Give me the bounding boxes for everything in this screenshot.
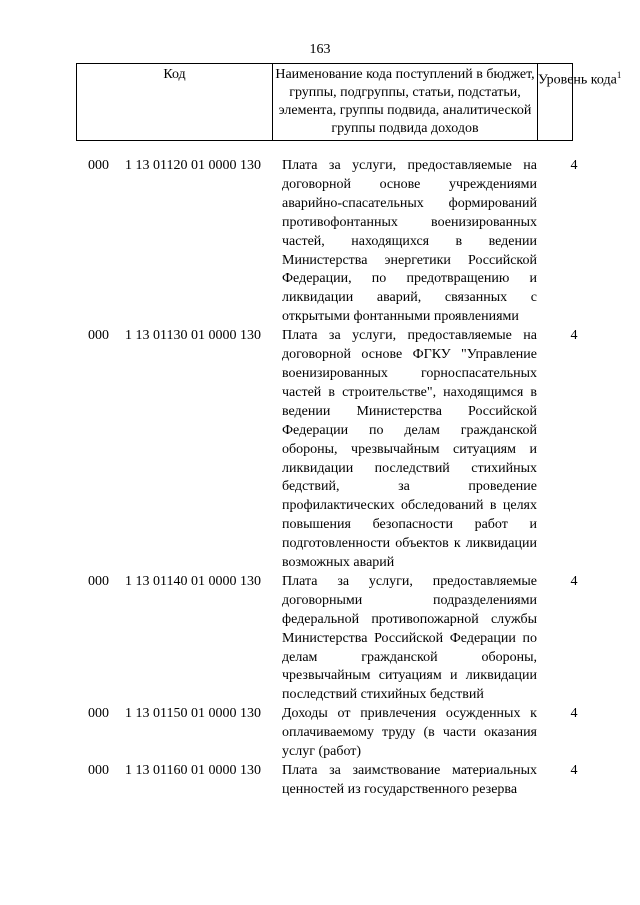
row-level: 4: [570, 328, 578, 344]
row-name: Плата за услуги, предоставляемые на договорной основе ФГКУ "Управление военизированных горноспасательных частей в строительстве", находящимся в ведении Министерства Российской Федерации по делам гражданской обороны, чрезвычайным ситуациям и ликвидации последствий стихийных бедствий, за проведение профилактических обследований в целях повышения безопасности работ и подготовленности объектов к ликвидации возможных аварий: [282, 328, 537, 571]
row-name: Плата за услуги, предоставляемые на договорной основе учреждениями аварийно-спасательных формирований противофонтанных военизированных частей, находящихся в ведении Министерства энергетики Российской Федерации, по предотвращению и ликвидации аварий, связанных с открытыми фонтанными проявлениями: [282, 158, 537, 325]
header-level-text: Уровень кода: [538, 72, 617, 88]
row-name: Доходы от привлечения осужденных к оплачиваемому труду (в части оказания услуг (работ): [282, 706, 537, 760]
page-number: 163: [309, 42, 331, 57]
table-row: [0, 705, 640, 762]
row-admin-code: 000: [88, 763, 109, 778]
row-code: 1 13 01150 01 0000 130: [125, 706, 261, 722]
row-level: 4: [570, 573, 578, 589]
row-level: 4: [570, 763, 578, 778]
row-code: 1 13 01160 01 0000 130: [125, 763, 261, 778]
row-level: 4: [570, 158, 578, 173]
header-name: Наименование кода поступлений в бюджет, группы, подгруппы, статьи, подстатьи, элемента, группы подвида, аналитической группы подвида доходов: [275, 67, 535, 136]
header-level: [538, 66, 622, 90]
header-code: Код: [163, 67, 186, 82]
header-level-footnote: 1: [616, 70, 622, 80]
table-row: [0, 762, 640, 800]
row-name: Плата за заимствование материальных ценностей из государственного резерва: [282, 763, 537, 797]
row-code: 1 13 01130 01 0000 130: [125, 328, 261, 344]
row-code: 1 13 01120 01 0000 130: [125, 158, 261, 173]
row-level: 4: [570, 706, 578, 722]
row-admin-code: 000: [88, 706, 109, 722]
table-header: [76, 63, 622, 141]
row-admin-code: 000: [88, 328, 109, 344]
row-admin-code: 000: [88, 158, 109, 173]
table-row: [0, 573, 640, 705]
table-body: [0, 157, 640, 800]
table-row: [0, 157, 640, 327]
row-code: 1 13 01140 01 0000 130: [125, 573, 261, 589]
row-name: Плата за услуги, предоставляемые договорными подразделениями федеральной противопожарной службы Министерства Российской Федерации по делам гражданской обороны, чрезвычайным ситуациям и ликвидации последствий стихийных бедствий: [282, 573, 537, 703]
table-row: [0, 327, 640, 573]
row-admin-code: 000: [88, 573, 109, 589]
